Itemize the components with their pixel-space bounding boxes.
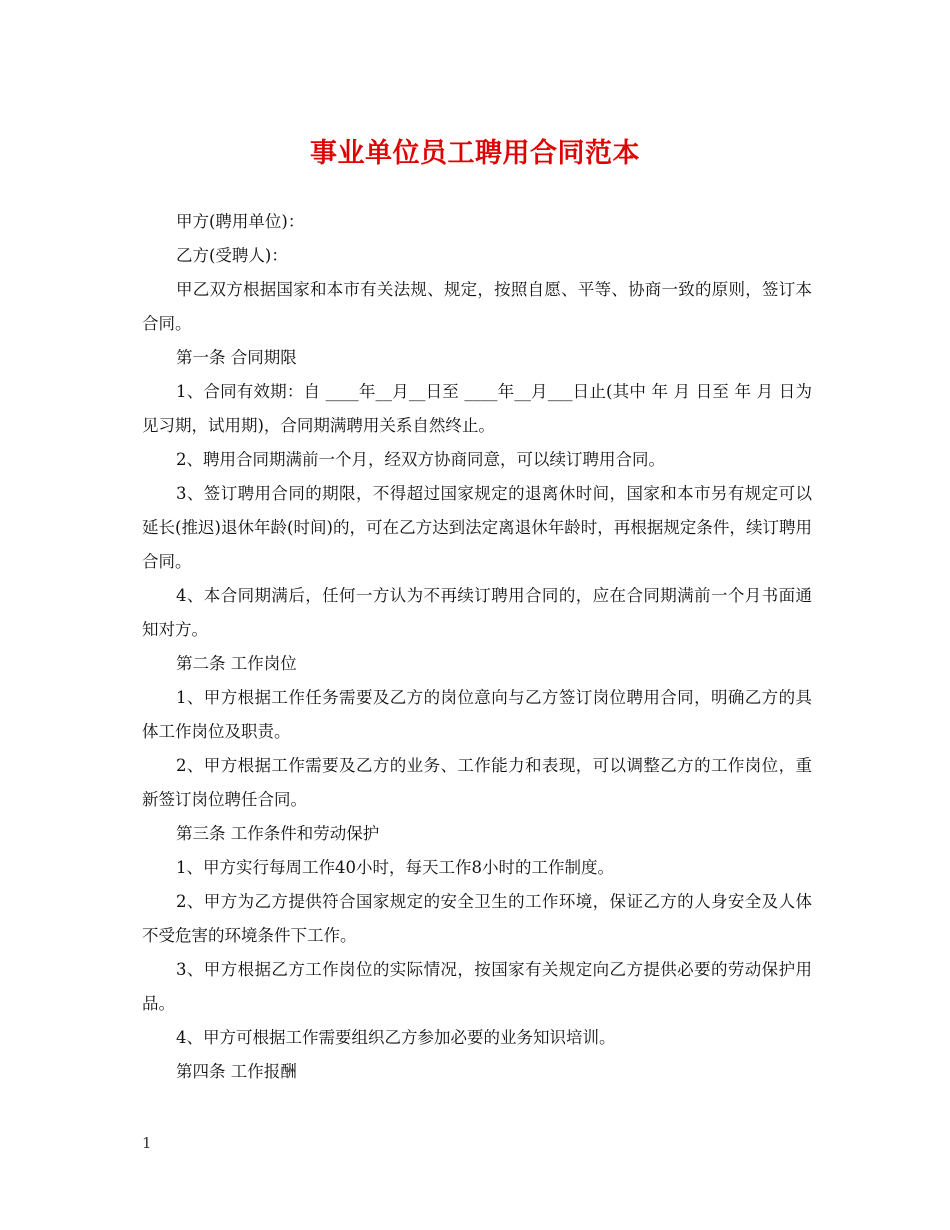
paragraph-party-b: 乙方(受聘人)： bbox=[176, 246, 288, 265]
paragraph-clause: 4、甲方可根据工作需要组织乙方参加必要的业务知识培训。 bbox=[176, 1028, 616, 1047]
section-heading-2: 第二条 工作岗位 bbox=[176, 654, 297, 673]
paragraph-clause: 4、本合同期满后，任何一方认为不再续订聘用合同的，应在合同期满前一个月书面通知对方。 bbox=[142, 586, 812, 639]
paragraph-clause: 1、合同有效期：自 ____年__月__日至 ____年__月___日止(其中 年 月 日至 年 月 日为见习期，试用期)，合同期满聘用关系自然终止。 bbox=[142, 382, 812, 435]
paragraph-clause: 1、甲方实行每周工作40小时，每天工作8小时的工作制度。 bbox=[176, 858, 614, 877]
paragraph-clause: 3、甲方根据乙方工作岗位的实际情况，按国家有关规定向乙方提供必要的劳动保护用品。 bbox=[142, 960, 812, 1013]
section-heading-4: 第四条 工作报酬 bbox=[176, 1062, 297, 1081]
paragraph-clause: 2、聘用合同期满前一个月，经双方协商同意，可以续订聘用合同。 bbox=[176, 450, 665, 469]
document-title: 事业单位员工聘用合同范本 bbox=[310, 138, 640, 169]
paragraph-clause: 2、甲方为乙方提供符合国家规定的安全卫生的工作环境，保证乙方的人身安全及人体不受危害的环境条件下工作。 bbox=[142, 892, 812, 945]
paragraph-clause: 3、签订聘用合同的期限，不得超过国家规定的退离休时间，国家和本市另有规定可以延长(推迟)退休年龄(时间)的，可在乙方达到法定离退休年龄时，再根据规定条件，续订聘用合同。 bbox=[142, 484, 812, 571]
document-body bbox=[142, 205, 812, 1089]
paragraph-clause: 1、甲方根据工作任务需要及乙方的岗位意向与乙方签订岗位聘用合同，明确乙方的具体工作岗位及职责。 bbox=[142, 688, 812, 741]
paragraph-clause: 2、甲方根据工作需要及乙方的业务、工作能力和表现，可以调整乙方的工作岗位，重新签订岗位聘任合同。 bbox=[142, 756, 812, 809]
section-heading-1: 第一条 合同期限 bbox=[176, 348, 297, 367]
section-heading-3: 第三条 工作条件和劳动保护 bbox=[176, 824, 380, 843]
page-number: 1 bbox=[142, 1134, 152, 1152]
paragraph-preamble: 甲乙双方根据国家和本市有关法规、规定，按照自愿、平等、协商一致的原则，签订本合同。 bbox=[142, 280, 812, 333]
paragraph-party-a: 甲方(聘用单位)： bbox=[176, 212, 305, 231]
